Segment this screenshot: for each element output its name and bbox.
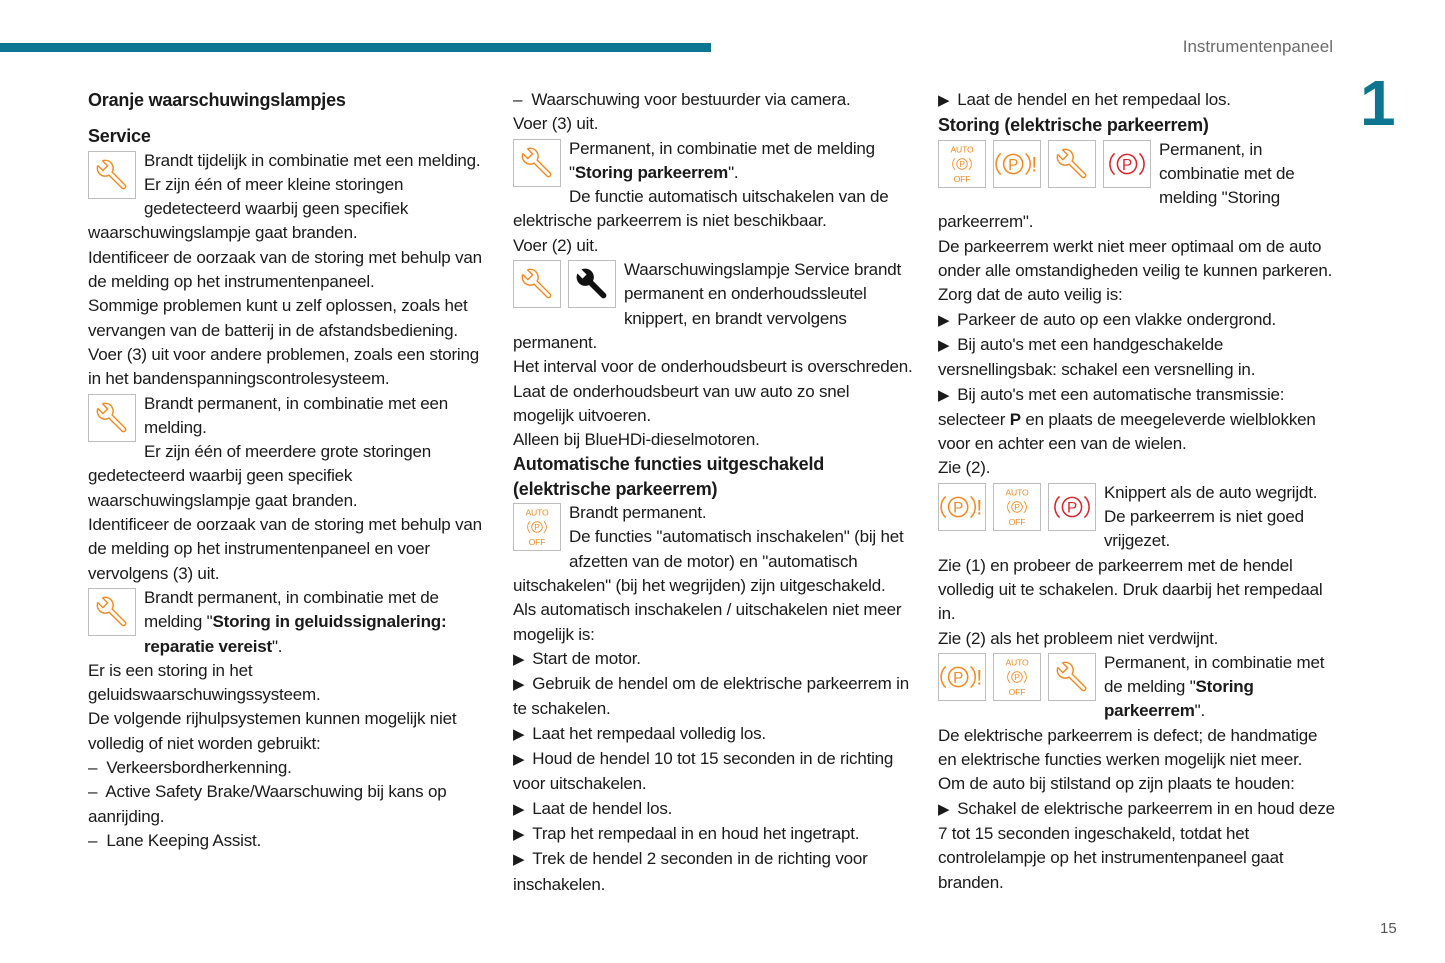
parking-brake-red-icon [1048, 483, 1096, 531]
paragraph [938, 283, 1338, 307]
text: Permanent, in combinatie met de melding " [569, 138, 875, 182]
triangle-bullet-icon: ▶ [938, 92, 958, 109]
parking-brake-red-icon [1103, 140, 1151, 188]
svg-text:P: P [959, 158, 965, 169]
svg-text:AUTO: AUTO [950, 144, 974, 155]
svg-text:AUTO: AUTO [1005, 657, 1029, 668]
text: Waarschuwingslampje Service brandt permanent en onderhoudssleutel knippert, en brandt vervolgens permanent. [513, 260, 901, 352]
bullet-item [938, 308, 1338, 333]
text: De functies "automatisch inschakelen" (bij het afzetten van de motor) en "automatisch uitschakelen" (bij het wegrijden) zijn uitgeschakeld. [513, 527, 904, 595]
triangle-bullet-icon: ▶ [938, 386, 958, 404]
wrench-icon [88, 394, 136, 442]
column-2 [513, 88, 913, 897]
svg-text:OFF: OFF [528, 537, 546, 548]
paragraph [513, 380, 913, 429]
text: Parkeer de auto op een vlakke ondergrond. [957, 309, 1277, 329]
paragraph [88, 173, 488, 246]
warning-lamp-entry [938, 481, 1338, 554]
text: Er zijn één of meerdere grote storingen gedetecteerd waarbij geen specifiek waarschuwingslampje gaat branden. [88, 442, 432, 510]
dash-marker: – [88, 830, 107, 850]
text: Trek de hendel 2 seconden in de richting voor inschakelen. [513, 849, 868, 894]
paragraph [88, 659, 488, 708]
paragraph [513, 598, 913, 647]
auto-parking-brake-off-icon [938, 140, 986, 188]
text: Houd de hendel 10 tot 15 seconden in de richting voor uitschakelen. [513, 749, 894, 794]
subsection-heading [88, 124, 488, 148]
text: Zorg dat de auto veilig is: [938, 285, 1123, 305]
paragraph [88, 294, 488, 343]
triangle-bullet-icon: ▶ [513, 650, 533, 668]
warning-lamp-entry [938, 651, 1338, 724]
text: Als automatisch inschakelen / uitschakelen niet meer mogelijk is: [513, 600, 902, 644]
svg-text:P: P [1014, 671, 1020, 682]
subsection-heading [513, 452, 913, 501]
header-accent-bar [0, 43, 711, 52]
triangle-bullet-icon: ▶ [513, 851, 533, 869]
auto-parking-brake-off-icon [513, 503, 561, 551]
text: Oranje waarschuwingslampjes [88, 90, 346, 110]
text: Identificeer de oorzaak van de storing met behulp van de melding op het instrumentenpaneel. [88, 247, 482, 292]
paragraph [88, 343, 488, 392]
dash-marker: – [513, 90, 532, 109]
text: Lane Keeping Assist. [106, 830, 262, 850]
warning-lamp-entry [513, 501, 913, 548]
text: en plaats de meegeleverde wielblokken voor en achter een van de wielen. [938, 409, 1316, 454]
text: Brandt permanent. [569, 503, 707, 523]
svg-text:!: ! [1031, 153, 1038, 177]
text: Gebruik de hendel om de elektrische parkeerrem in te schakelen. [513, 674, 909, 719]
text: ". [271, 636, 283, 656]
bullet-item [513, 722, 913, 747]
text: ". [728, 162, 739, 182]
text: Automatische functies uitgeschakeld (elektrische parkeerrem) [513, 454, 825, 499]
bullet-item [938, 333, 1338, 383]
wrench-icon [513, 139, 561, 187]
text: De volgende rijhulpsystemen kunnen mogelijk niet volledig of niet worden gebruikt: [88, 709, 457, 753]
warning-lamp-icons [513, 260, 616, 308]
paragraph [938, 772, 1338, 796]
text: Voer (2) uit. [513, 235, 599, 255]
text: Knippert als de auto wegrijdt. De parkeerrem is niet goed vrijgezet. [1104, 482, 1318, 551]
parking-brake-warning-icon [938, 483, 986, 531]
column-1 [88, 88, 488, 853]
text: Brandt permanent, in combinatie met de melding " [144, 587, 439, 632]
warning-lamp-icons [513, 503, 561, 551]
paragraph [88, 246, 488, 295]
emphasis-text: Storing parkeerrem [574, 162, 729, 182]
text: Active Safety Brake/Waarschuwing bij kans op aanrijding. [88, 782, 447, 826]
subsection-heading [938, 113, 1338, 137]
svg-text:P: P [1008, 156, 1019, 174]
paragraph [513, 112, 913, 136]
warning-lamp-icons [938, 653, 1096, 701]
wrench-icon [513, 260, 561, 308]
bullet-item [938, 88, 1338, 113]
paragraph [88, 440, 488, 513]
text: De elektrische parkeerrem is defect; de handmatige en elektrische functies werken mogelijk niet meer. [938, 725, 1318, 770]
text: Voer (3) uit voor andere problemen, zoals een storing in het bandenspanningscontrolesysteem. [88, 344, 480, 389]
paragraph [938, 627, 1338, 651]
text: Er is een storing in het geluidswaarschuwingssysteem. [88, 660, 321, 705]
text: Zie (2) als het probleem niet verdwijnt. [938, 628, 1219, 648]
paragraph [938, 724, 1338, 773]
wrench-icon [1048, 140, 1096, 188]
text: ". [1194, 701, 1205, 721]
text: Om de auto bij stilstand op zijn plaats te houden: [938, 774, 1295, 794]
text: Verkeersbordherkenning. [106, 758, 292, 778]
text: Zie (1) en probeer de parkeerrem met de hendel volledig uit te schakelen. Druk daarbij het rempedaal in. [938, 555, 1323, 624]
emphasis-text: Storing parkeerrem [1104, 677, 1254, 721]
warning-lamp-entry [513, 258, 913, 355]
text: De functie automatisch uitschakelen van de elektrische parkeerrem is niet beschikbaar. [513, 187, 889, 231]
paragraph [88, 707, 488, 756]
text: Voer (3) uit. [513, 114, 599, 134]
svg-text:P: P [953, 669, 964, 687]
warning-lamp-icons [513, 139, 561, 187]
svg-text:P: P [1014, 501, 1020, 512]
warning-lamp-icons [88, 588, 136, 636]
warning-lamp-entry [88, 392, 488, 441]
maintenance-wrench-icon [568, 260, 616, 308]
auto-parking-brake-off-icon [993, 483, 1041, 531]
text: Laat de hendel en het rempedaal los. [957, 90, 1231, 109]
dash-marker: – [88, 782, 106, 802]
bullet-item [938, 797, 1338, 895]
emphasis-text: P [1009, 409, 1021, 429]
text: Laat het rempedaal volledig los. [532, 723, 766, 743]
svg-text:P: P [534, 522, 540, 533]
warning-lamp-entry [513, 137, 913, 186]
auto-parking-brake-off-icon [993, 653, 1041, 701]
parking-brake-warning-icon [993, 140, 1041, 188]
warning-lamp-icons [938, 140, 1151, 188]
bullet-item [513, 797, 913, 822]
wrench-icon [88, 151, 136, 199]
text: Laat de hendel los. [532, 798, 673, 818]
svg-text:OFF: OFF [1008, 687, 1026, 698]
svg-text:P: P [1066, 499, 1078, 517]
svg-text:OFF: OFF [1008, 516, 1026, 527]
bullet-item [938, 383, 1338, 457]
text: Trap het rempedaal in en houd het ingetrapt. [532, 823, 860, 843]
text: Brandt permanent, in combinatie met een melding. [144, 393, 449, 437]
text: Het interval voor de onderhoudsbeurt is overschreden. [513, 357, 913, 377]
text: Permanent, in combinatie met de melding "Storing parkeerrem". [938, 139, 1295, 232]
triangle-bullet-icon: ▶ [938, 311, 958, 329]
paragraph [513, 185, 913, 234]
svg-text:AUTO: AUTO [1005, 487, 1029, 498]
paragraph [938, 456, 1338, 480]
dash-marker: – [88, 758, 107, 778]
paragraph [513, 525, 913, 598]
warning-lamp-icons [938, 483, 1096, 531]
triangle-bullet-icon: ▶ [513, 800, 533, 818]
page-number: 15 [1380, 920, 1397, 937]
warning-lamp-icons [88, 394, 136, 442]
section-heading [88, 88, 488, 112]
text: Schakel de elektrische parkeerrem in en houd deze 7 tot 15 seconden ingeschakeld, totdat het controlelampje op het instrumentenpaneel gaat branden. [938, 798, 1335, 892]
bullet-item [513, 822, 913, 847]
text: Identificeer de oorzaak van de storing met behulp van de melding op het instrumentenpaneel en voer vervolgens (3) uit. [88, 515, 482, 583]
triangle-bullet-icon: ▶ [513, 725, 533, 743]
triangle-bullet-icon: ▶ [513, 676, 533, 694]
text: Start de motor. [532, 648, 641, 668]
dash-item [513, 88, 913, 112]
warning-lamp-icons [88, 151, 136, 199]
text: De parkeerrem werkt niet meer optimaal om de auto onder alle omstandigheden veilig te kunnen parkeren. [938, 236, 1333, 281]
paragraph [513, 428, 913, 452]
svg-text:AUTO: AUTO [525, 507, 549, 518]
warning-lamp-entry [88, 586, 488, 659]
text: Zie (2). [938, 458, 991, 478]
emphasis-text: Storing in geluidssignalering: reparatie vereist [144, 612, 447, 656]
bullet-item [513, 747, 913, 797]
text: Bij auto's met een handgeschakelde versnellingsbak: schakel een versnelling in. [938, 334, 1256, 380]
warning-lamp-entry [88, 149, 488, 173]
wrench-icon [88, 588, 136, 636]
text: Service [88, 126, 151, 147]
paragraph [88, 513, 488, 586]
text: Storing (elektrische parkeerrem) [938, 115, 1209, 136]
triangle-bullet-icon: ▶ [513, 751, 533, 769]
svg-text:P: P [953, 499, 964, 517]
svg-text:P: P [1121, 156, 1133, 174]
chapter-number: 1 [1360, 67, 1396, 139]
text: Brandt tijdelijk in combinatie met een melding. [144, 150, 481, 170]
column-3 [938, 88, 1338, 895]
text: Waarschuwing voor bestuurder via camera. [531, 90, 851, 109]
triangle-bullet-icon: ▶ [938, 800, 958, 818]
warning-lamp-entry [938, 138, 1338, 235]
triangle-bullet-icon: ▶ [513, 825, 533, 843]
text: Laat de onderhoudsbeurt van uw auto zo snel mogelijk uitvoeren. [513, 381, 850, 425]
bullet-item [513, 847, 913, 897]
text: Er zijn één of meer kleine storingen gedetecteerd waarbij geen specifiek waarschuwingslampje gaat branden. [88, 174, 409, 243]
paragraph [513, 355, 913, 379]
svg-text:OFF: OFF [953, 173, 971, 184]
text: Alleen bij BlueHDi-dieselmotoren. [513, 430, 760, 450]
bullet-item [513, 672, 913, 722]
wrench-icon [1048, 653, 1096, 701]
text: Sommige problemen kunt u zelf oplossen, zoals het vervangen van de batterij in de afstandsbediening. [88, 296, 468, 340]
triangle-bullet-icon: ▶ [938, 336, 958, 354]
paragraph [513, 234, 913, 258]
dash-item [88, 756, 488, 780]
paragraph [938, 554, 1338, 627]
svg-text:!: ! [976, 666, 983, 690]
parking-brake-warning-icon [938, 653, 986, 701]
text: Permanent, in combinatie met de melding " [1104, 652, 1325, 697]
dash-item [88, 829, 488, 853]
text: Bij auto's met een automatische transmissie: selecteer [938, 384, 1285, 429]
dash-item [88, 780, 488, 829]
section-title: Instrumentenpaneel [1182, 37, 1333, 56]
paragraph [938, 235, 1338, 284]
bullet-item [513, 647, 913, 672]
svg-text:!: ! [976, 496, 983, 520]
